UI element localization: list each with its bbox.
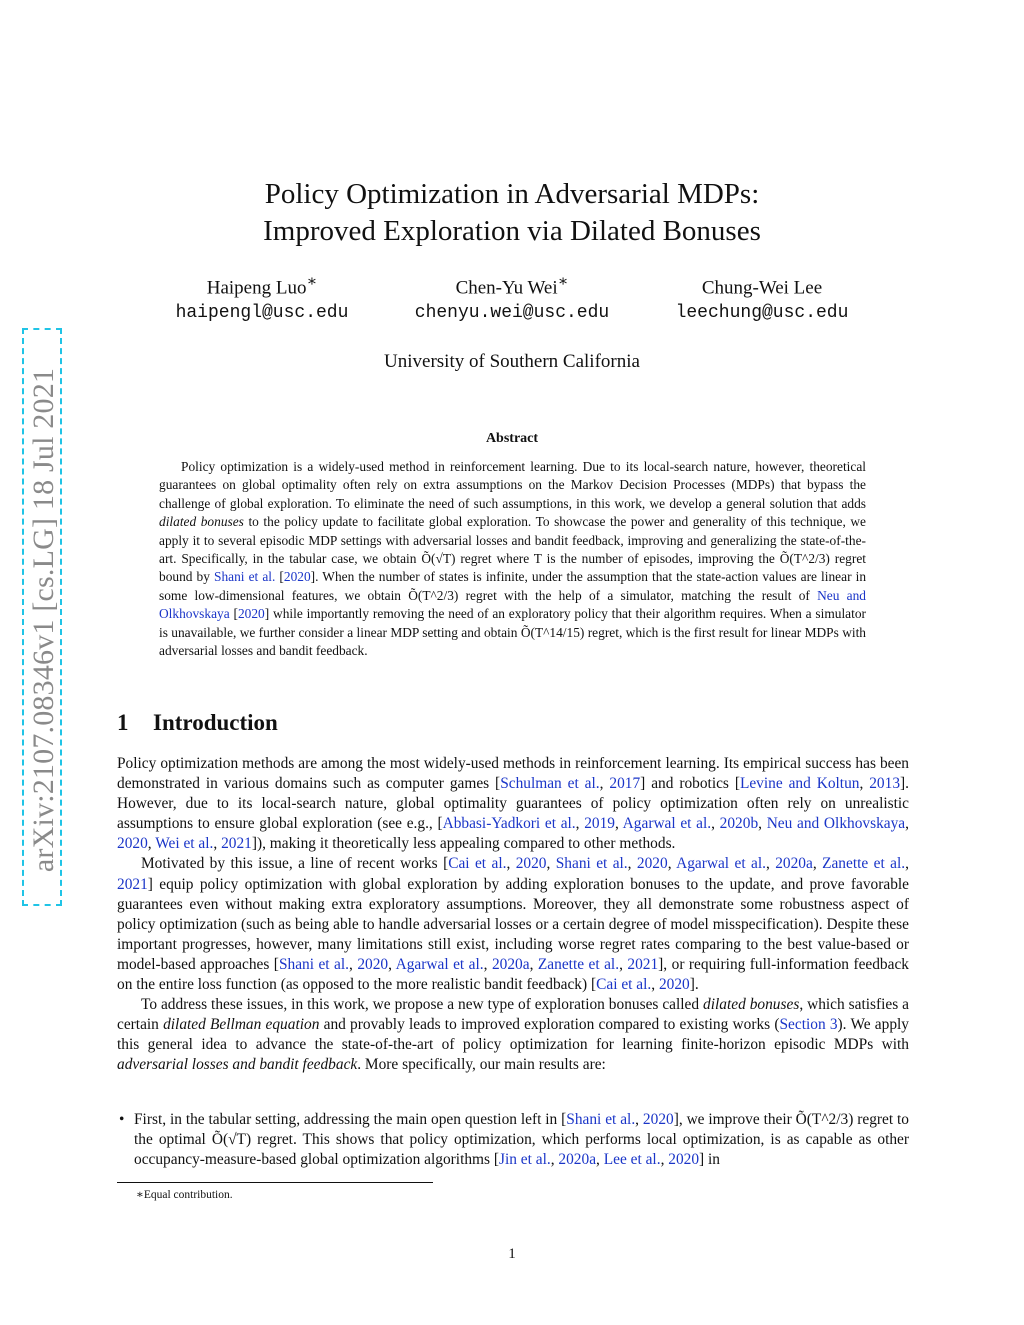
footnote-rule <box>117 1182 433 1183</box>
bullet-icon: • <box>119 1111 125 1128</box>
title-line-1: Policy Optimization in Adversarial MDPs: <box>264 178 760 210</box>
citation-link[interactable]: Neu and Olkhovskaya <box>159 587 866 622</box>
citation-link[interactable]: Cai et al. <box>448 855 507 873</box>
author-mark: ∗ <box>557 273 569 290</box>
citation-link[interactable]: Neu and Olkhovskaya <box>766 815 906 833</box>
citation-link[interactable]: Lee et al. <box>603 1151 661 1169</box>
footnote: ∗Equal contribution. <box>136 1189 233 1201</box>
abstract-text: to the policy update to facilitate global exploration. To showcase the power and generality of this technique, we apply it to several episodic MDP settings with adversarial losses and bandit feedback, improving and generalizing the state-of-the-art. Specifically, in the tabular case, we obtain Õ(√T) regret where T is the number of episodes, improving the Õ(T^2/3) regret bound by <box>159 514 866 585</box>
section-link[interactable]: Section 3 <box>779 1016 838 1034</box>
author-name: Chung-Wei Lee <box>701 277 823 299</box>
citation-link[interactable]: 2020 <box>357 955 389 973</box>
citation-link[interactable]: Zanette et al. <box>822 855 906 873</box>
section-number: 1 <box>117 710 129 735</box>
citation-link[interactable]: Cai et al. <box>596 976 652 994</box>
author-email[interactable]: haipengl@usc.edu <box>175 303 349 324</box>
author-1 <box>142 270 382 326</box>
citation-link[interactable]: 2020a <box>558 1151 597 1169</box>
page-number: 1 <box>508 1246 516 1262</box>
affiliation: University of Southern California <box>384 351 640 372</box>
citation-link[interactable]: Shani et al. <box>278 955 350 973</box>
citation-link[interactable]: Shani et al. <box>566 1111 636 1128</box>
abstract-text: [ <box>275 569 284 585</box>
title-line-2: Improved Exploration via Dilated Bonuses <box>263 215 761 247</box>
author-email[interactable]: chenyu.wei@usc.edu <box>414 303 610 324</box>
abstract-text: [ <box>229 606 238 622</box>
author-name: Chen-Yu Wei <box>455 277 558 299</box>
citation-link[interactable]: 2017 <box>609 775 641 793</box>
citation-link[interactable]: Agarwal et al. <box>395 955 484 973</box>
author-mark: ∗ <box>306 273 318 290</box>
author-3 <box>642 270 882 326</box>
citation-link[interactable]: Abbasi-Yadkori et al. <box>442 815 576 833</box>
author-name: Haipeng Luo <box>206 277 307 299</box>
abstract-text: Policy optimization is a widely-used method in reinforcement learning. Due to its local-search nature, however, theoretical guarantees on global optimality often rely on extra assumptions on the Markov Decision Processes (MDPs) that bypass the challenge of global exploration. To eliminate the need of such assumptions, in this work, we develop a general solution that adds <box>159 459 866 511</box>
citation-link[interactable]: 2021 <box>117 875 148 893</box>
abstract-heading: Abstract <box>485 431 539 446</box>
author-2 <box>392 270 632 326</box>
paragraph: To address these issues, in this work, we propose a new type of exploration bonuses called dilated bonuses, which satisfies a certain dilated Bellman equation and provably leads to improved exploration compared to existing works (Section 3). We apply this general idea to advance the state-of-the-art of policy optimization for learning finite-horizon episodic MDPs with adversarial losses and bandit feedback. More specifically, our main results are: <box>117 996 910 1074</box>
citation-link[interactable]: Zanette et al. <box>537 955 620 973</box>
citation-link[interactable]: 2013 <box>869 775 901 793</box>
citation-link[interactable]: 2020 <box>237 606 265 622</box>
citation-link[interactable]: 2020 <box>283 569 311 585</box>
citation-link[interactable]: Wei et al. <box>155 835 214 853</box>
citation-link[interactable]: 2019 <box>584 815 615 833</box>
author-email[interactable]: leechung@usc.edu <box>675 303 849 324</box>
citation-link[interactable]: Levine and Koltun <box>739 775 860 793</box>
section-heading <box>117 710 278 736</box>
citation-link[interactable]: 2020 <box>515 855 547 873</box>
abstract-text: ]. When the number of states is infinite, under the assumption that the state-action values are linear in some low-dimensional features, we obtain Õ(T^2/3) regret with the help of a simulator, matching the result of <box>159 569 867 603</box>
citation-link[interactable]: Jin et al. <box>498 1151 551 1169</box>
citation-link[interactable]: 2020 <box>668 1151 700 1169</box>
citation-link[interactable]: Agarwal et al. <box>622 815 712 833</box>
paper-title <box>0 176 1024 250</box>
citation-link[interactable]: 2021 <box>627 955 659 973</box>
citation-link[interactable]: Shani et al. <box>214 569 276 585</box>
paragraph: Policy optimization methods are among the most widely-used methods in reinforcement learning. Its empirical success has been demonstrated in various domains such as computer games [Schulman et al., 2017] and robotics [Levine and Koltun, 2013]. However, due to its local-search nature, global optimality guarantees of policy optimization often rely on unrealistic assumptions to ensure global exploration (see e.g., [Abbasi-Yadkori et al., 2019, Agarwal et al., 2020b, Neu and Olkhovskaya, 2020, Wei et al., 2021]), making it theoretically less appealing compared to other methods. <box>117 755 909 853</box>
citation-link[interactable]: 2020a <box>491 955 530 973</box>
abstract-emphasis: dilated bonuses <box>159 514 244 530</box>
citation-link[interactable]: Schulman et al. <box>500 775 600 793</box>
paragraph: Motivated by this issue, a line of recent works [Cai et al., 2020, Shani et al., 2020, Agarwal et al., 2020a, Zanette et al., 2021] equip policy optimization with global exploration by adding exploration bonuses to the update, and prove favorable guarantees even without making extra exploratory assumptions. Moreover, they all demonstrate some robustness aspect of policy optimization (such as being able to handle adversarial losses or a certain degree of model misspecification). Despite these important progresses, however, many limitations still exist, including worse regret rates comparing to the best value-based or model-based approaches [Shani et al., 2020, Agarwal et al., 2020a, Zanette et al., 2021], or requiring full-information feedback on the entire loss function (as opposed to the more realistic bandit feedback) [Cai et al., 2020]. <box>117 855 909 994</box>
citation-link[interactable]: 2020 <box>658 976 690 994</box>
abstract <box>159 458 866 660</box>
citation-link[interactable]: 2020 <box>117 835 148 853</box>
arxiv-stamp: arXiv:2107.08346v1 [cs.LG] 18 Jul 2021 <box>27 367 60 873</box>
citation-link[interactable]: Agarwal et al. <box>676 855 766 873</box>
citation-link[interactable]: 2020a <box>775 855 813 873</box>
citation-link[interactable]: Shani et al. <box>555 855 628 873</box>
citation-link[interactable]: 2020 <box>636 855 668 873</box>
section-title: Introduction <box>153 710 278 735</box>
abstract-text: ] while importantly removing the need of an exploratory policy that their algorithm requires. When a simulator is unavailable, we further consider a linear MDP setting and obtain Õ(T^14/15) regret, which is the first result for linear MDPs with adversarial losses and bandit feedback. <box>159 606 867 659</box>
intro-body <box>117 754 909 1076</box>
citation-link[interactable]: 2021 <box>221 835 252 853</box>
results-list <box>117 1110 909 1170</box>
citation-link[interactable]: 2020 <box>642 1111 674 1128</box>
arxiv-stamp-box <box>22 328 62 906</box>
list-item: • First, in the tabular setting, addressing the main open question left in [Shani et al., 2020], we improve their Õ(T^2/3) regret to the optimal Õ(√T) regret. This shows that policy optimization, which performs local optimization, is as capable as other occupancy-measure-based global optimization algorithms [Jin et al., 2020a, Lee et al., 2020] in <box>119 1111 909 1169</box>
citation-link[interactable]: 2020b <box>719 815 759 833</box>
